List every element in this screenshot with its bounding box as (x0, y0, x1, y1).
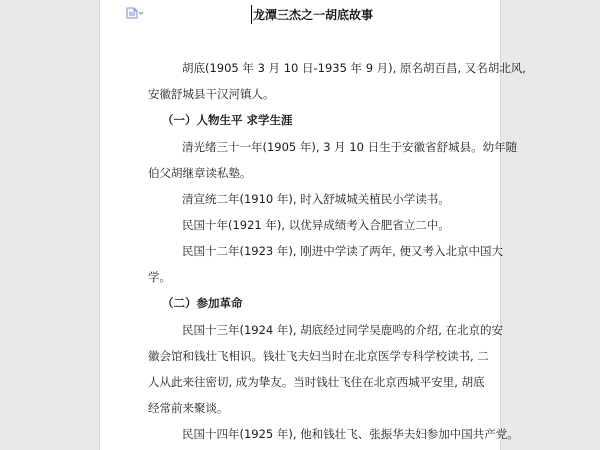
paragraph-line: 伯父胡继章读私塾。 (148, 166, 252, 180)
paragraph-line: 清宣统二年(1910 年), 时入舒城城关植民小学读书。 (182, 192, 450, 206)
paragraph-line: 人从此来往密切, 成为挚友。当时钱壮飞住在北京西城平安里, 胡底 (148, 375, 485, 389)
document-title: 龙潭三杰之一胡底故事 (253, 8, 374, 22)
paragraph-line: 学。 (148, 270, 171, 284)
paragraph-line: 民国十四年(1925 年), 他和钱壮飞、张振华夫妇参加中国共产党。 (182, 427, 519, 441)
paragraph-line: 经常前来聚谈。 (148, 401, 229, 415)
section-heading: （一）人物生平 求学生涯 (162, 113, 293, 127)
paragraph-line: 民国十年(1921 年), 以优异成绩考入合肥省立二中。 (182, 218, 450, 232)
paragraph-line: 清光绪三十一年(1905 年), 3 月 10 日生于安徽省舒城县。幼年随 (182, 140, 518, 154)
paragraph-line: 胡底(1905 年 3 月 10 日-1935 年 9 月), 原名胡百昌, 又名胡北风, (182, 61, 526, 75)
paragraph-line: 民国十二年(1923 年), 刚进中学读了两年, 便又考入北京中国大 (182, 244, 504, 258)
document-icon[interactable] (126, 7, 144, 19)
paragraph-line: 徽会馆和钱壮飞相识。钱壮飞夫妇当时在北京医学专科学校读书, 二 (148, 349, 489, 363)
paragraph-line: 民国十三年(1924 年), 胡底经过同学吴鹿鸣的介绍, 在北京的安 (182, 323, 504, 337)
paragraph-line: 安徽舒城县干汉河镇人。 (148, 87, 275, 101)
section-heading: （二）参加革命 (162, 296, 243, 310)
text-cursor (251, 5, 252, 24)
